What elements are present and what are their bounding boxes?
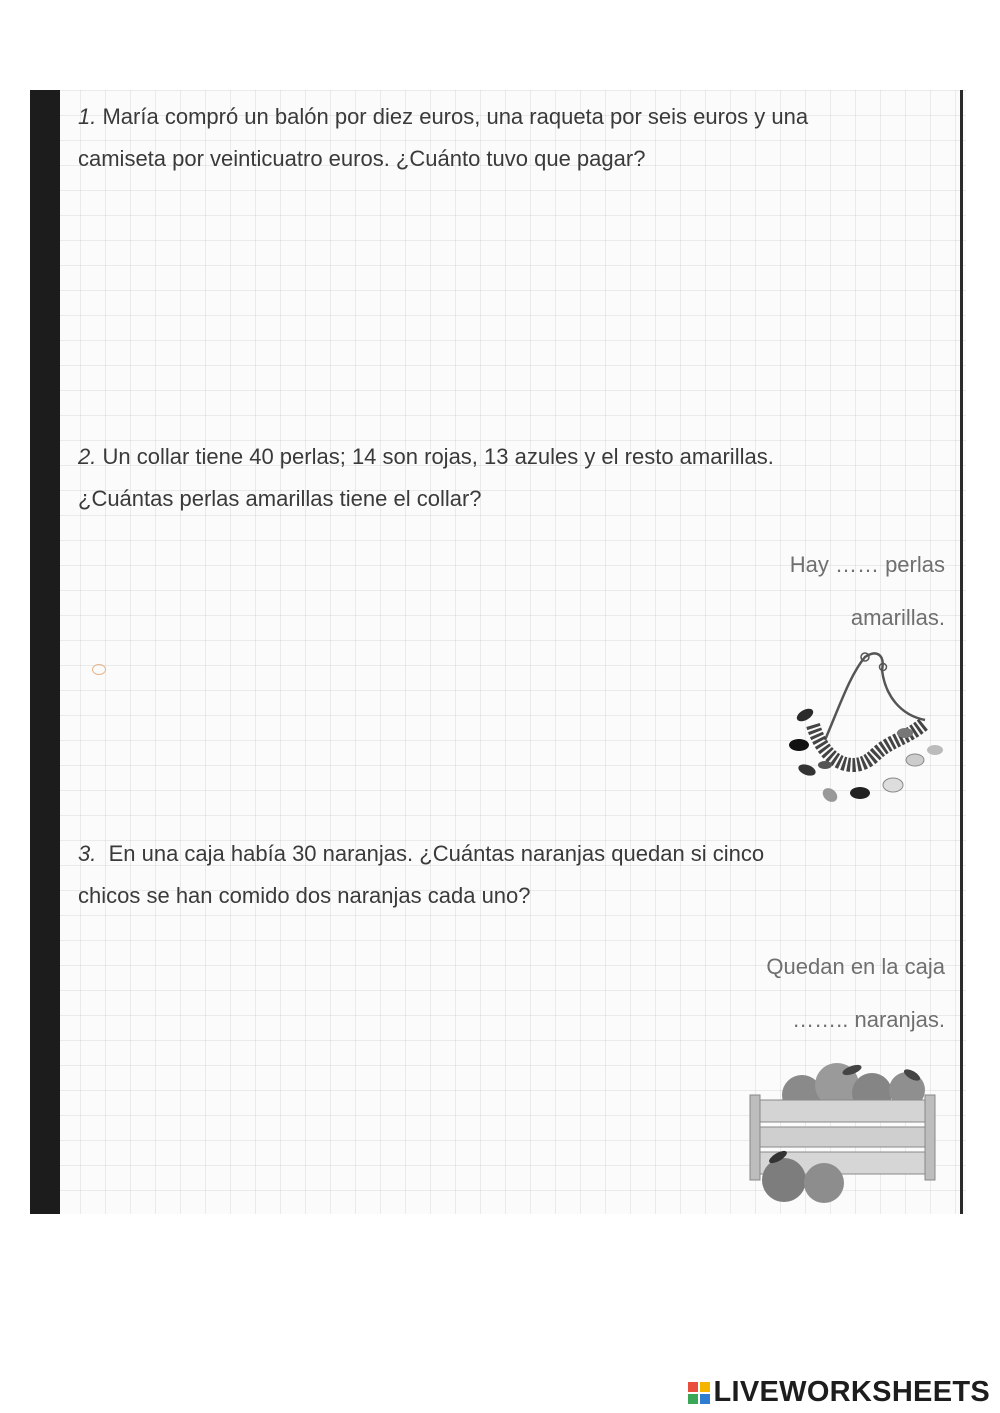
problem-2-text-1: Un collar tiene 40 perlas; 14 son rojas, 13 azules y el resto amarillas. <box>102 444 774 469</box>
problem-1-number: 1. <box>78 104 97 129</box>
page-left-margin-bar <box>30 90 60 1214</box>
problem-1-text-1: María compró un balón por diez euros, una raqueta por seis euros y una <box>102 104 809 129</box>
problem-1-line-1 <box>78 96 928 138</box>
problem-3-answer <box>766 940 945 1046</box>
orange-crate-image <box>742 1055 942 1213</box>
problem-3-number: 3. <box>78 841 97 866</box>
problem-2-answer <box>790 538 945 644</box>
problem-2-line-2: ¿Cuántas perlas amarillas tiene el collar? <box>78 486 482 511</box>
problem-2-answer-line-1[interactable]: Hay …… perlas <box>789 552 945 577</box>
problem-3 <box>78 833 928 917</box>
problem-2-line-1 <box>78 436 928 478</box>
problem-3-answer-line-1: Quedan en la caja <box>766 954 945 979</box>
problem-1 <box>78 96 928 180</box>
problem-1-line-2: camiseta por veinticuatro euros. ¿Cuánto tuvo que pagar? <box>78 146 646 171</box>
problem-3-line-2: chicos se han comido dos naranjas cada uno? <box>78 883 531 908</box>
problem-3-line-1 <box>78 833 928 875</box>
problem-2 <box>78 436 928 520</box>
problem-3-answer-line-2[interactable]: …….. naranjas. <box>792 1007 945 1032</box>
footer-brand-name: LIVEWORKSHEETS <box>713 1376 990 1408</box>
problem-2-number: 2. <box>78 444 97 469</box>
logo-icon <box>688 1382 710 1404</box>
necklace-image <box>785 645 945 810</box>
stray-mark <box>92 664 106 675</box>
problem-3-text-1: En una caja había 30 naranjas. ¿Cuántas naranjas quedan si cinco <box>108 841 765 866</box>
liveworksheets-logo <box>688 1376 991 1409</box>
page-right-border <box>960 90 963 1214</box>
problem-2-answer-line-2: amarillas. <box>850 605 945 630</box>
